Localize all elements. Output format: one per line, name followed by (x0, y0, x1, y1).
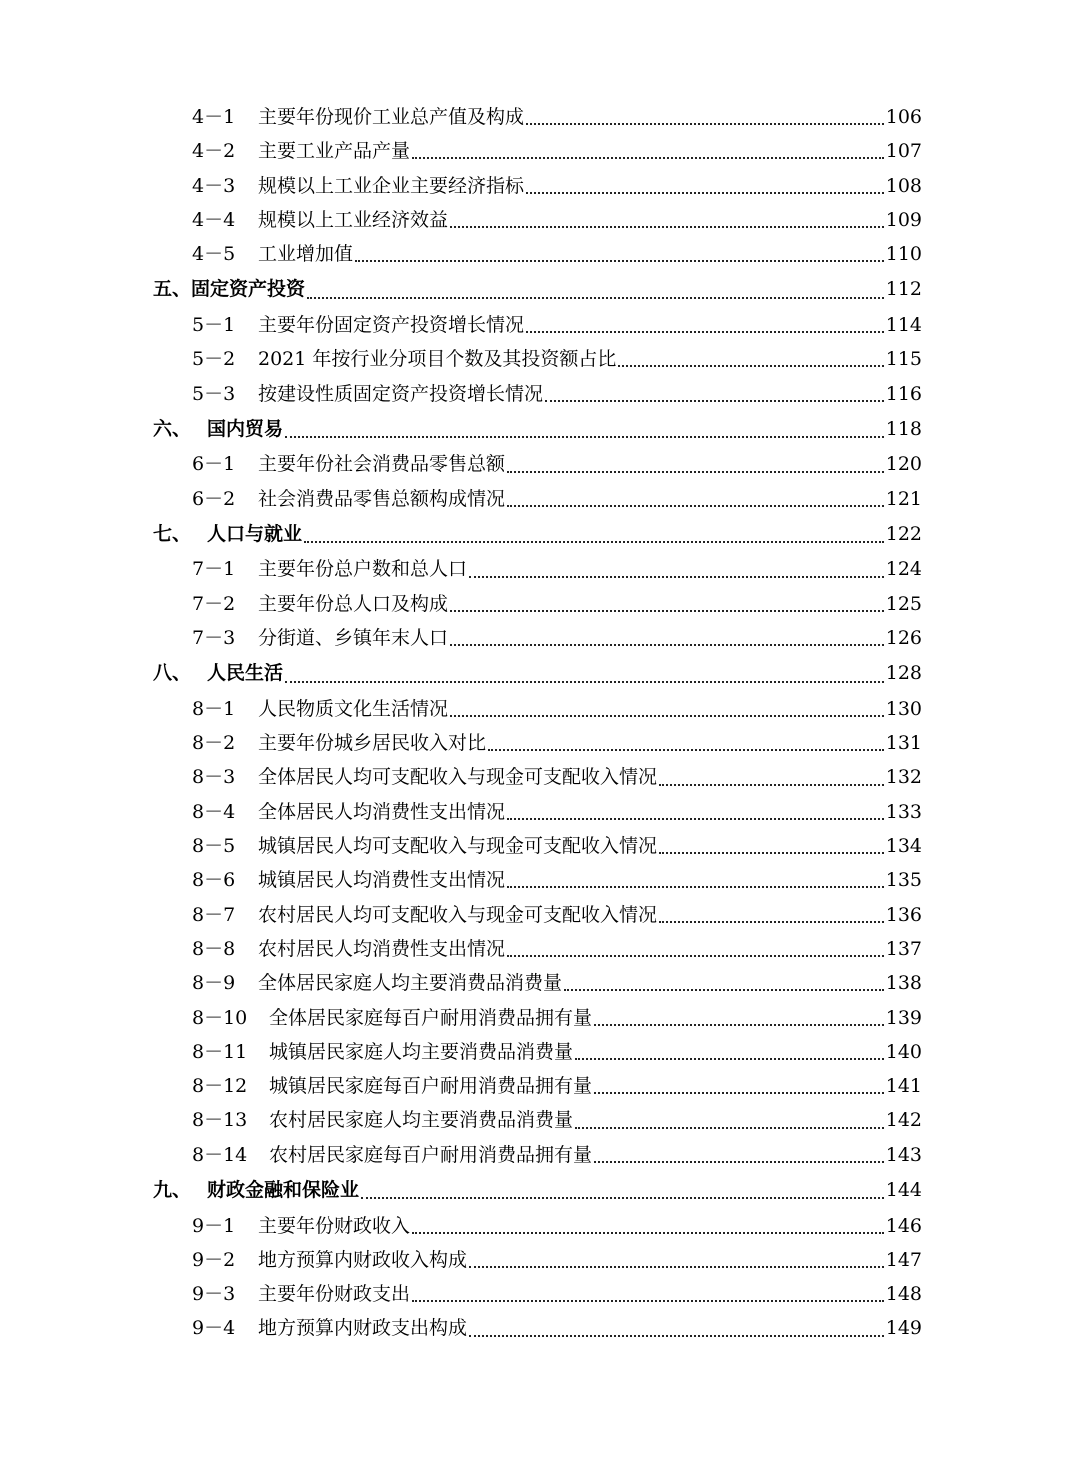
toc-entry-page-number: 106 (885, 106, 922, 128)
toc-entry-title: 规模以上工业企业主要经济指标 (258, 174, 525, 197)
toc-entry-page-number: 135 (885, 869, 922, 892)
toc-entry-title: 人口与就业 (207, 522, 303, 545)
toc-entry-number: 8－10 (192, 1006, 248, 1029)
toc-entry-number: 8－2 (192, 732, 236, 755)
toc-section-entry[interactable] (0, 411, 1074, 448)
toc-entry[interactable] (0, 237, 1074, 271)
toc-entry-number: 8－14 (192, 1143, 248, 1166)
toc-entry[interactable] (0, 134, 1074, 168)
toc-entry[interactable] (0, 1277, 1074, 1311)
toc-entry-page-number: 109 (885, 208, 922, 231)
toc-entry-number: 8－8 (192, 937, 236, 960)
toc-entry-number: 五、 (153, 278, 192, 301)
toc-entry-page-number: 115 (885, 348, 922, 371)
toc-entry[interactable] (0, 377, 1074, 411)
dot-leader (469, 1335, 884, 1337)
toc-entry-number: 8－13 (192, 1109, 248, 1132)
toc-section-entry[interactable] (0, 516, 1074, 553)
dot-leader (488, 749, 884, 751)
toc-entry[interactable] (0, 482, 1074, 516)
dot-leader (575, 1127, 884, 1129)
toc-entry-number: 4－1 (192, 106, 236, 128)
toc-entry[interactable] (0, 552, 1074, 586)
toc-entry-number: 4－2 (192, 140, 236, 163)
toc-entry-title: 城镇居民人均可支配收入与现金可支配收入情况 (258, 835, 658, 858)
dot-leader (618, 365, 883, 367)
dot-leader (526, 192, 884, 194)
toc-entry-number: 4－5 (192, 243, 236, 266)
dot-leader (285, 681, 884, 683)
toc-entry[interactable] (0, 1138, 1074, 1172)
toc-entry-number: 8－5 (192, 835, 236, 858)
dot-leader (507, 955, 884, 957)
dot-leader (307, 297, 884, 299)
toc-entry-title: 规模以上工业经济效益 (258, 208, 449, 231)
table-of-contents (0, 100, 1074, 1346)
toc-entry-title: 国内贸易 (207, 417, 284, 440)
toc-entry-title: 主要年份总人口及构成 (258, 592, 449, 615)
toc-entry-title: 主要年份社会消费品零售总额 (258, 453, 506, 476)
toc-entry-page-number: 116 (885, 382, 922, 405)
toc-entry-number: 7－3 (192, 627, 236, 650)
toc-entry[interactable] (0, 932, 1074, 966)
dot-leader (526, 123, 884, 125)
toc-entry-page-number: 107 (885, 140, 922, 163)
toc-section-entry[interactable] (0, 1172, 1074, 1209)
toc-entry[interactable] (0, 169, 1074, 203)
dot-leader (507, 471, 884, 473)
toc-entry-page-number: 141 (885, 1075, 922, 1098)
dot-leader (507, 505, 884, 507)
toc-entry-title: 地方预算内财政收入构成 (258, 1248, 468, 1271)
toc-entry[interactable] (0, 1311, 1074, 1345)
toc-entry[interactable] (0, 760, 1074, 794)
dot-leader (450, 610, 884, 612)
toc-entry-title: 城镇居民家庭每百户耐用消费品拥有量 (269, 1075, 593, 1098)
toc-entry-title: 全体居民人均消费性支出情况 (258, 800, 506, 823)
toc-entry[interactable] (0, 100, 1074, 134)
toc-entry-title: 农村居民家庭人均主要消费品消费量 (269, 1109, 574, 1132)
toc-entry-title: 主要年份城乡居民收入对比 (258, 732, 487, 755)
dot-leader (355, 260, 884, 262)
dot-leader (469, 1266, 884, 1268)
dot-leader (412, 1232, 884, 1234)
toc-entry-page-number: 122 (885, 522, 922, 545)
dot-leader (564, 989, 884, 991)
toc-entry-page-number: 136 (885, 903, 922, 926)
toc-entry[interactable] (0, 726, 1074, 760)
toc-entry-title: 农村居民人均消费性支出情况 (258, 937, 506, 960)
toc-entry-title: 地方预算内财政支出构成 (258, 1317, 468, 1340)
toc-entry-number: 8－11 (192, 1040, 248, 1063)
toc-entry-page-number: 108 (885, 174, 922, 197)
toc-entry-number: 8－12 (192, 1075, 248, 1098)
dot-leader (469, 576, 884, 578)
toc-entry-number: 5－2 (192, 348, 236, 371)
dot-leader (659, 852, 884, 854)
dot-leader (412, 157, 884, 159)
toc-entry-page-number: 130 (885, 697, 922, 720)
toc-entry-page-number: 128 (885, 662, 922, 685)
toc-entry-page-number: 112 (885, 278, 922, 301)
toc-entry-title: 社会消费品零售总额构成情况 (258, 487, 506, 510)
toc-entry[interactable] (0, 1243, 1074, 1277)
toc-entry-title: 主要工业产品产量 (258, 140, 411, 163)
toc-section-entry[interactable] (0, 271, 1074, 308)
toc-entry-number: 六、 (153, 417, 192, 440)
toc-entry[interactable] (0, 587, 1074, 621)
toc-entry[interactable] (0, 898, 1074, 932)
toc-entry-title: 固定资产投资 (191, 278, 306, 301)
toc-entry-page-number: 120 (885, 453, 922, 476)
toc-entry[interactable] (0, 1035, 1074, 1069)
toc-entry[interactable] (0, 1001, 1074, 1035)
toc-entry[interactable] (0, 966, 1074, 1000)
toc-entry-page-number: 124 (885, 558, 922, 581)
toc-entry[interactable] (0, 1103, 1074, 1137)
toc-entry-title: 财政金融和保险业 (207, 1179, 360, 1202)
toc-entry-page-number: 121 (885, 487, 922, 510)
toc-entry-title: 全体居民家庭人均主要消费品消费量 (258, 972, 563, 995)
dot-leader (507, 886, 884, 888)
toc-section-entry[interactable] (0, 655, 1074, 692)
toc-entry-title: 主要年份固定资产投资增长情况 (258, 313, 525, 336)
toc-entry-title: 农村居民家庭每百户耐用消费品拥有量 (269, 1143, 593, 1166)
toc-entry-number: 八、 (153, 662, 192, 685)
dot-leader (594, 1024, 884, 1026)
dot-leader (450, 715, 884, 717)
toc-entry[interactable] (0, 795, 1074, 829)
toc-entry-page-number: 149 (885, 1317, 922, 1340)
toc-entry[interactable] (0, 692, 1074, 726)
toc-entry-number: 8－1 (192, 697, 236, 720)
toc-entry-number: 9－3 (192, 1283, 236, 1306)
toc-entry-page-number: 146 (885, 1214, 922, 1237)
toc-entry-page-number: 139 (885, 1006, 922, 1029)
toc-entry-number: 8－3 (192, 766, 236, 789)
dot-leader (526, 331, 884, 333)
toc-entry-page-number: 114 (885, 313, 922, 336)
toc-entry-page-number: 140 (885, 1040, 922, 1063)
toc-entry-number: 8－9 (192, 972, 236, 995)
toc-entry-number: 5－3 (192, 382, 236, 405)
toc-entry-title: 人民物质文化生活情况 (258, 697, 449, 720)
toc-entry-page-number: 144 (885, 1179, 922, 1202)
dot-leader (659, 921, 884, 923)
toc-entry-page-number: 118 (885, 417, 922, 440)
toc-entry-number: 九、 (153, 1179, 192, 1202)
toc-entry-page-number: 131 (885, 732, 922, 755)
toc-entry-page-number: 133 (885, 800, 922, 823)
toc-entry-number: 8－6 (192, 869, 236, 892)
toc-entry-number: 6－1 (192, 453, 236, 476)
toc-entry-title: 2021 年按行业分项目个数及其投资额占比 (258, 348, 617, 371)
dot-leader (450, 226, 884, 228)
dot-leader (594, 1092, 884, 1094)
toc-entry-title: 工业增加值 (258, 243, 354, 266)
toc-entry-page-number: 142 (885, 1109, 922, 1132)
toc-entry-title: 城镇居民人均消费性支出情况 (258, 869, 506, 892)
dot-leader (412, 1300, 884, 1302)
toc-entry-number: 6－2 (192, 487, 236, 510)
toc-entry-number: 9－2 (192, 1248, 236, 1271)
toc-entry-number: 4－3 (192, 174, 236, 197)
toc-entry[interactable] (0, 447, 1074, 481)
toc-entry-title: 主要年份财政支出 (258, 1283, 411, 1306)
dot-leader (361, 1197, 884, 1199)
dot-leader (594, 1161, 884, 1163)
toc-entry-number: 9－1 (192, 1214, 236, 1237)
toc-entry-page-number: 148 (885, 1283, 922, 1306)
toc-entry-number: 7－1 (192, 558, 236, 581)
toc-entry-number: 7－2 (192, 592, 236, 615)
toc-entry-number: 4－4 (192, 208, 236, 231)
toc-entry-title: 全体居民人均可支配收入与现金可支配收入情况 (258, 766, 658, 789)
toc-entry-title: 城镇居民家庭人均主要消费品消费量 (269, 1040, 574, 1063)
toc-entry[interactable] (0, 621, 1074, 655)
toc-entry-page-number: 137 (885, 937, 922, 960)
toc-entry-number: 8－4 (192, 800, 236, 823)
toc-entry-page-number: 125 (885, 592, 922, 615)
toc-entry-page-number: 134 (885, 835, 922, 858)
toc-entry-title: 按建设性质固定资产投资增长情况 (258, 382, 544, 405)
toc-entry-number: 七、 (153, 522, 192, 545)
toc-entry-page-number: 110 (885, 243, 922, 266)
toc-entry-number: 5－1 (192, 313, 236, 336)
toc-entry-title: 分街道、乡镇年末人口 (258, 627, 449, 650)
dot-leader (507, 818, 884, 820)
toc-entry[interactable] (0, 342, 1074, 376)
dot-leader (450, 644, 884, 646)
toc-entry-page-number: 147 (885, 1248, 922, 1271)
toc-entry[interactable] (0, 829, 1074, 863)
toc-entry-page-number: 143 (885, 1143, 922, 1166)
dot-leader (659, 784, 884, 786)
toc-entry[interactable] (0, 308, 1074, 342)
dot-leader (545, 400, 884, 402)
toc-entry-title: 主要年份总户数和总人口 (258, 558, 468, 581)
toc-entry-title: 农村居民人均可支配收入与现金可支配收入情况 (258, 903, 658, 926)
toc-entry[interactable] (0, 203, 1074, 237)
toc-entry-title: 全体居民家庭每百户耐用消费品拥有量 (269, 1006, 593, 1029)
toc-entry-page-number: 138 (885, 972, 922, 995)
toc-entry-title: 主要年份现价工业总产值及构成 (258, 106, 525, 128)
dot-leader (285, 436, 884, 438)
toc-entry-page-number: 132 (885, 766, 922, 789)
toc-entry-number: 9－4 (192, 1317, 236, 1340)
toc-entry[interactable] (0, 1209, 1074, 1243)
toc-entry-page-number: 126 (885, 627, 922, 650)
toc-entry-number: 8－7 (192, 903, 236, 926)
toc-entry[interactable] (0, 863, 1074, 897)
toc-entry-title: 主要年份财政收入 (258, 1214, 411, 1237)
dot-leader (575, 1058, 884, 1060)
dot-leader (304, 541, 884, 543)
toc-entry-title: 人民生活 (207, 662, 284, 685)
toc-entry[interactable] (0, 1069, 1074, 1103)
